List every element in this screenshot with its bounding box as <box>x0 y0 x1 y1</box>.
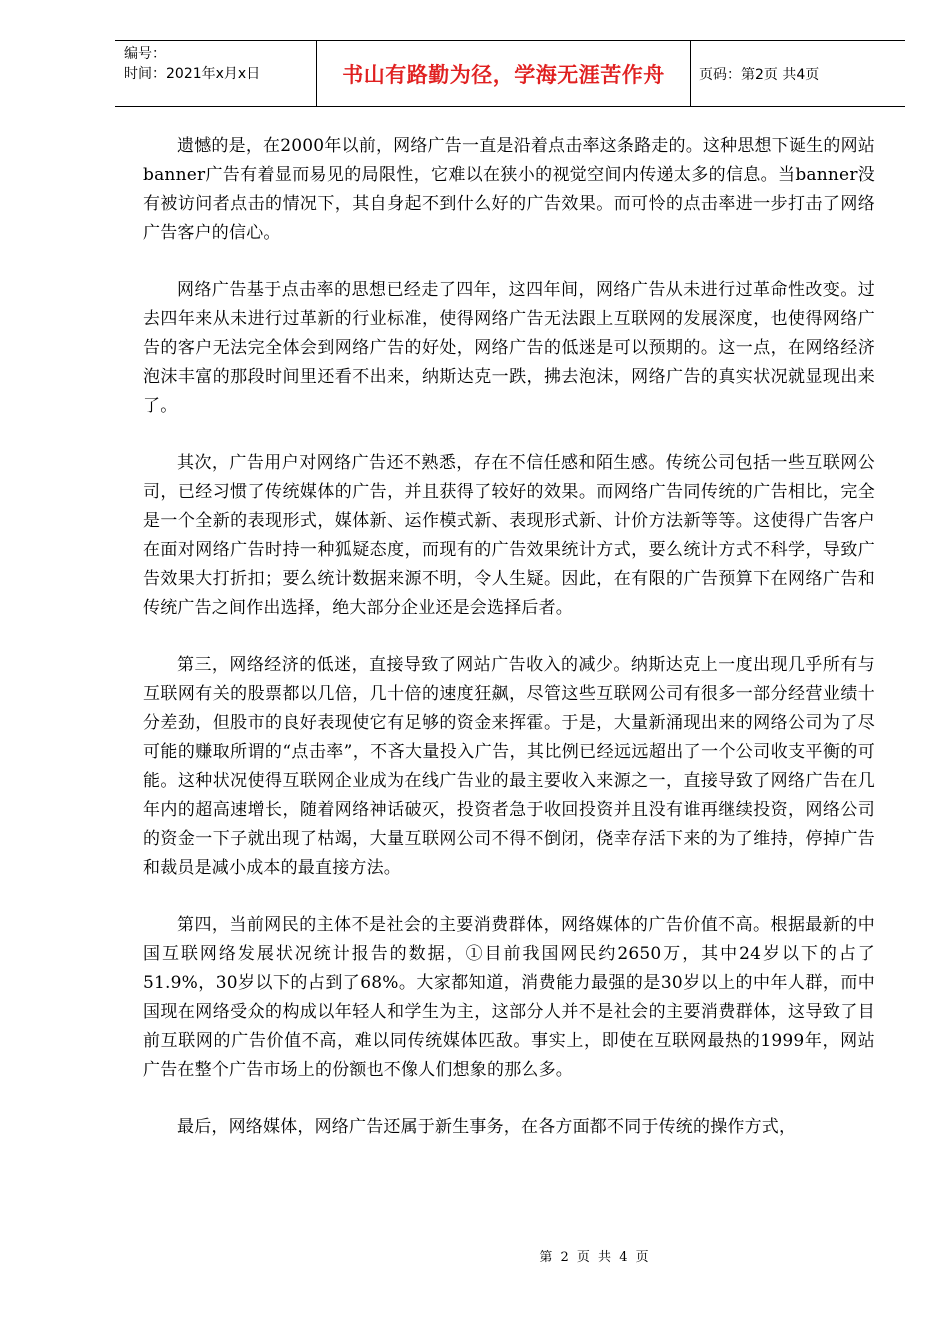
paragraph-4: 第三，网络经济的低迷，直接导致了网站广告收入的减少。纳斯达克上一度出现几乎所有与互联网有关的股票都以几倍，几十倍的速度狂飙，尽管这些互联网公司有很多一部分经营业绩十分差劲，但股市的良好表现使它有足够的资金来挥霍。于是，大量新涌现出来的网络公司为了尽可能的赚取所谓的“点击率”，不吝大量投入广告，其比例已经远远超出了一个公司收支平衡的可能。这种状况使得互联网企业成为在线广告业的最主要收入来源之一，直接导致了网络广告在几年内的超高速增长，随着网络神话破灭，投资者急于收回投资并且没有谁再继续投资，网络公司的资金一下子就出现了枯竭，大量互联网公司不得不倒闭，侥幸存活下来的为了维持，停掉广告和裁员是减小成本的最直接方法。 <box>143 655 875 878</box>
document-number-label: 编号： <box>124 46 166 62</box>
paragraph-2: 网络广告基于点击率的思想已经走了四年，这四年间，网络广告从未进行过革命性改变。过去四年来从未进行过革新的行业标准，使得网络广告无法跟上互联网的发展深度，也使得网络广告的客户无法完全体会到网络广告的好处，网络广告的低迷是可以预期的。这一点，在网络经济泡沫丰富的那段时间里还看不出来，纳斯达克一跌，拂去泡沫，网络广告的真实状况就显现出来了。 <box>143 280 875 416</box>
page-footer <box>0 1246 950 1265</box>
header-page-info: 页码：第2页 共4页 <box>699 66 820 83</box>
footer-page-number: 第 2 页 共 4 页 <box>539 1250 651 1265</box>
paragraph-3: 其次，广告用户对网络广告还不熟悉，存在不信任感和陌生感。传统公司包括一些互联网公司，已经习惯了传统媒体的广告，并且获得了较好的效果。而网络广告同传统的广告相比，完全是一个全新的表现形式，媒体新、运作模式新、表现形式新、计价方法新等等。这使得广告客户在面对网络广告时持一种狐疑态度，而现有的广告效果统计方式，要么统计方式不科学，导致广告效果大打折扣；要么统计数据来源不明，令人生疑。因此，在有限的广告预算下在网络广告和传统广告之间作出选择，绝大部分企业还是会选择后者。 <box>143 453 875 618</box>
document-body <box>143 132 875 1170</box>
paragraph-5: 第四，当前网民的主体不是社会的主要消费群体，网络媒体的广告价值不高。根据最新的中国互联网络发展状况统计报告的数据，①目前我国网民约2650万，其中24岁以下的占了51.9%，30岁以下的占到了68%。大家都知道，消费能力最强的是30岁以上的中年人群，而中国现在网络受众的构成以年轻人和学生为主，这部分人并不是社会的主要消费群体，这导致了目前互联网的广告价值不高，难以同传统媒体匹敌。事实上，即使在互联网最热的1999年，网站广告在整个广告市场上的份额也不像人们想象的那么多。 <box>143 915 875 1080</box>
page-header <box>115 40 905 107</box>
document-time-label: 时间：2021年x月x日 <box>124 66 261 82</box>
header-meta <box>115 41 316 106</box>
paragraph-1: 遗憾的是，在2000年以前，网络广告一直是沿着点击率这条路走的。这种思想下诞生的网站banner广告有着显而易见的局限性，它难以在狭小的视觉空间内传递太多的信息。当banner没有被访问者点击的情况下，其自身起不到什么好的广告效果。而可怜的点击率进一步打击了网络广告客户的信心。 <box>143 136 875 243</box>
header-motto: 书山有路勤为径，学海无涯苦作舟 <box>316 41 691 106</box>
paragraph-6: 最后，网络媒体，网络广告还属于新生事务，在各方面都不同于传统的操作方式， <box>177 1117 797 1137</box>
